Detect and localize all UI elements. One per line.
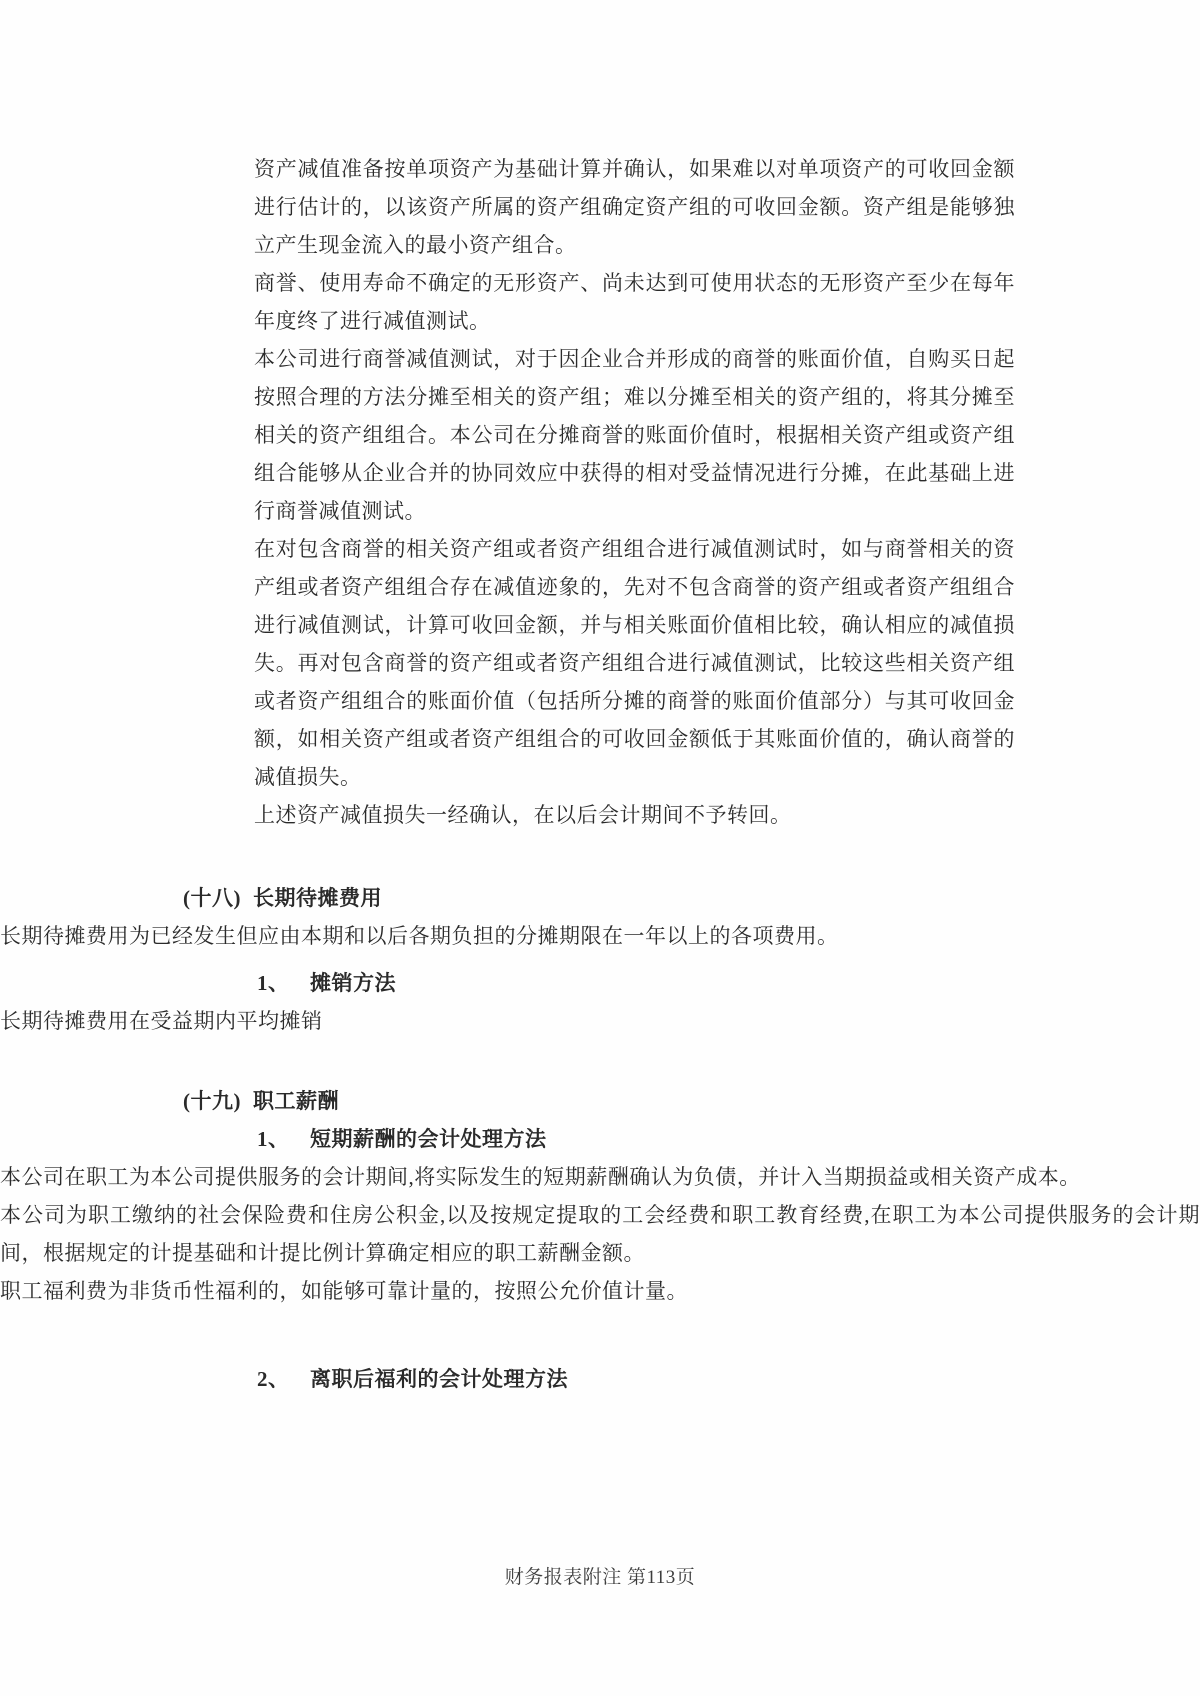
page-footer: 财务报表附注 第113页 (504, 1567, 696, 1588)
paragraph-goodwill-annual-test: 商誉、使用寿命不确定的无形资产、尚未达到可使用状态的无形资产至少在每年年度终了进行减值测试。 (254, 271, 1015, 333)
section-19 (0, 1082, 1200, 1398)
item-title: 离职后福利的会计处理方法 (310, 1367, 568, 1391)
item-number: 1、 (257, 1127, 290, 1151)
section-18 (0, 879, 1200, 1040)
intro-block (254, 150, 1015, 834)
paragraph-short-term-pay-recognition: 本公司在职工为本公司提供服务的会计期间,将实际发生的短期薪酬确认为负债，并计入当期损益或相关资产成本。 (0, 1165, 1081, 1189)
paragraph-no-reversal: 上述资产减值损失一经确认，在以后会计期间不予转回。 (254, 803, 792, 827)
paragraph-asset-impairment-basis: 资产减值准备按单项资产为基础计算并确认，如果难以对单项资产的可收回金额进行估计的，以该资产所属的资产组确定资产组的可收回金额。资产组是能够独立产生现金流入的最小资产组合。 (254, 157, 1015, 257)
paragraph-goodwill-allocation: 本公司进行商誉减值测试，对于因企业合并形成的商誉的账面价值，自购买日起按照合理的方法分摊至相关的资产组；难以分摊至相关的资产组的，将其分摊至相关的资产组组合。本公司在分摊商誉的账面价值时，根据相关资产组或资产组组合能够从企业合并的协同效应中获得的相对受益情况进行分摊，在此基础上进行商誉减值测试。 (254, 347, 1015, 523)
section-title: 长期待摊费用 (253, 886, 382, 910)
paragraph-long-term-deferred-expense: 长期待摊费用为已经发生但应由本期和以后各期负担的分摊期限在一年以上的各项费用。 (0, 924, 839, 948)
item-heading (257, 1360, 1200, 1398)
section-title: 职工薪酬 (253, 1089, 339, 1113)
page-content (0, 150, 1200, 1398)
item-number: 2、 (257, 1367, 290, 1391)
paragraph-amortization-method: 长期待摊费用在受益期内平均摊销 (0, 1009, 323, 1033)
paragraph-employee-welfare: 职工福利费为非货币性福利的，如能够可靠计量的，按照公允价值计量。 (0, 1279, 688, 1303)
item-number: 1、 (257, 971, 290, 995)
item-heading (257, 964, 1200, 1002)
item-heading (257, 1120, 1200, 1158)
item-title: 摊销方法 (310, 971, 396, 995)
section-heading (183, 1082, 1200, 1120)
paragraph-goodwill-impairment-test: 在对包含商誉的相关资产组或者资产组组合进行减值测试时，如与商誉相关的资产组或者资产组组合存在减值迹象的，先对不包含商誉的资产组或者资产组组合进行减值测试，计算可收回金额，并与相关账面价值相比较，确认相应的减值损失。再对包含商誉的资产组或者资产组组合进行减值测试，比较这些相关资产组或者资产组组合的账面价值（包括所分摊的商誉的账面价值部分）与其可收回金额，如相关资产组或者资产组组合的可收回金额低于其账面价值的，确认商誉的减值损失。 (254, 537, 1015, 789)
paragraph-social-insurance: 本公司为职工缴纳的社会保险费和住房公积金,以及按规定提取的工会经费和职工教育经费,在职工为本公司提供服务的会计期间，根据规定的计提基础和计提比例计算确定相应的职工薪酬金额。 (0, 1203, 1200, 1265)
item-title: 短期薪酬的会计处理方法 (310, 1127, 547, 1151)
section-label: (十八) (183, 886, 241, 910)
section-heading (183, 879, 1200, 917)
section-label: (十九) (183, 1089, 241, 1113)
